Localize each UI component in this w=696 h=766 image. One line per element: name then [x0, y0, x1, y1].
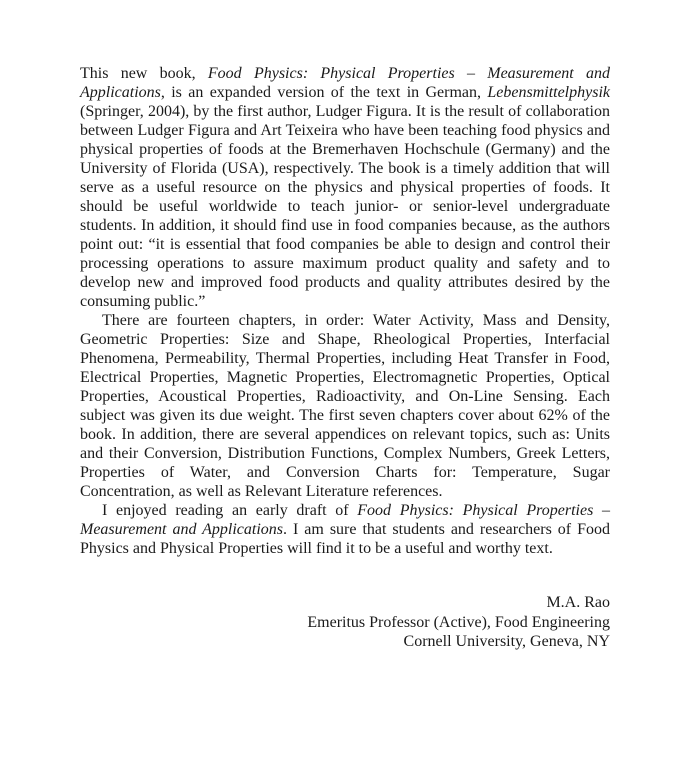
text-run: . I am sure that students and researchers of Food Physics and Physical Properties will find it to be a useful and worthy text. [80, 521, 610, 557]
signature-name: M.A. Rao [546, 594, 610, 611]
signature-block [307, 593, 610, 652]
signature-title: Emeritus Professor (Active), Food Engineering [307, 613, 610, 631]
text-run: (Springer, 2004), by the first author, Ludger Figura. It is the result of collaboration between Ludger Figura and Art Teixeira who have been teaching food physics and physical properties of foods at the Bremerhaven Hochschule (Germany) and the University of Florida (USA), respectively. The book is a timely addition that will serve as a useful resource on the physics and physical properties of foods. It should be useful worldwide to teach junior- or senior-level undergraduate students. In addition, it should find use in food companies because, as the authors point out: “it is essential that food companies be able to design and control their processing operations to assure maximum product quality and safety and to develop new and improved food products and quality attributes desired by the consuming public.” [80, 103, 610, 310]
italic-title-run: Food Physics: Physical Properties – Measurement and Applications [80, 65, 611, 101]
text-run: There are fourteen chapters, in order: Water Activity, Mass and Density, Geometric Properties: Size and Shape, Rheological Properties, Interfacial Phenomena, Permeability, Thermal Properties, including Heat Transfer in Food, Electrical Properties, Magnetic Properties, Electromagnetic Properties, Optical Properties, Acoustical Properties, Radioactivity, and On-Line Sensing. Each subject was given its due weight. The first seven chapters cover about 62% of the book. In addition, there are several appendices on relevant topics, such as: Units and their Conversion, Distribution Functions, Complex Numbers, Greek Letters, Properties of Water, and Conversion Charts for: Temperature, Sugar Concentration, as well as Relevant Literature references. [80, 312, 610, 500]
text-run: , is an expanded version of the text in German, [160, 84, 488, 101]
text-run: This new book, [80, 65, 208, 82]
italic-title-run: Lebensmittelphysik [487, 84, 610, 101]
paragraph-3 [80, 501, 610, 558]
paragraph-2 [80, 311, 610, 501]
text-run: I enjoyed reading an early draft of [102, 502, 358, 519]
signature-affiliation: Cornell University, Geneva, NY [403, 633, 610, 650]
foreword-body [80, 64, 610, 558]
italic-title-run: Food Physics: Physical Properties – Measurement and Applications [80, 502, 610, 538]
paragraph-1 [80, 64, 610, 311]
